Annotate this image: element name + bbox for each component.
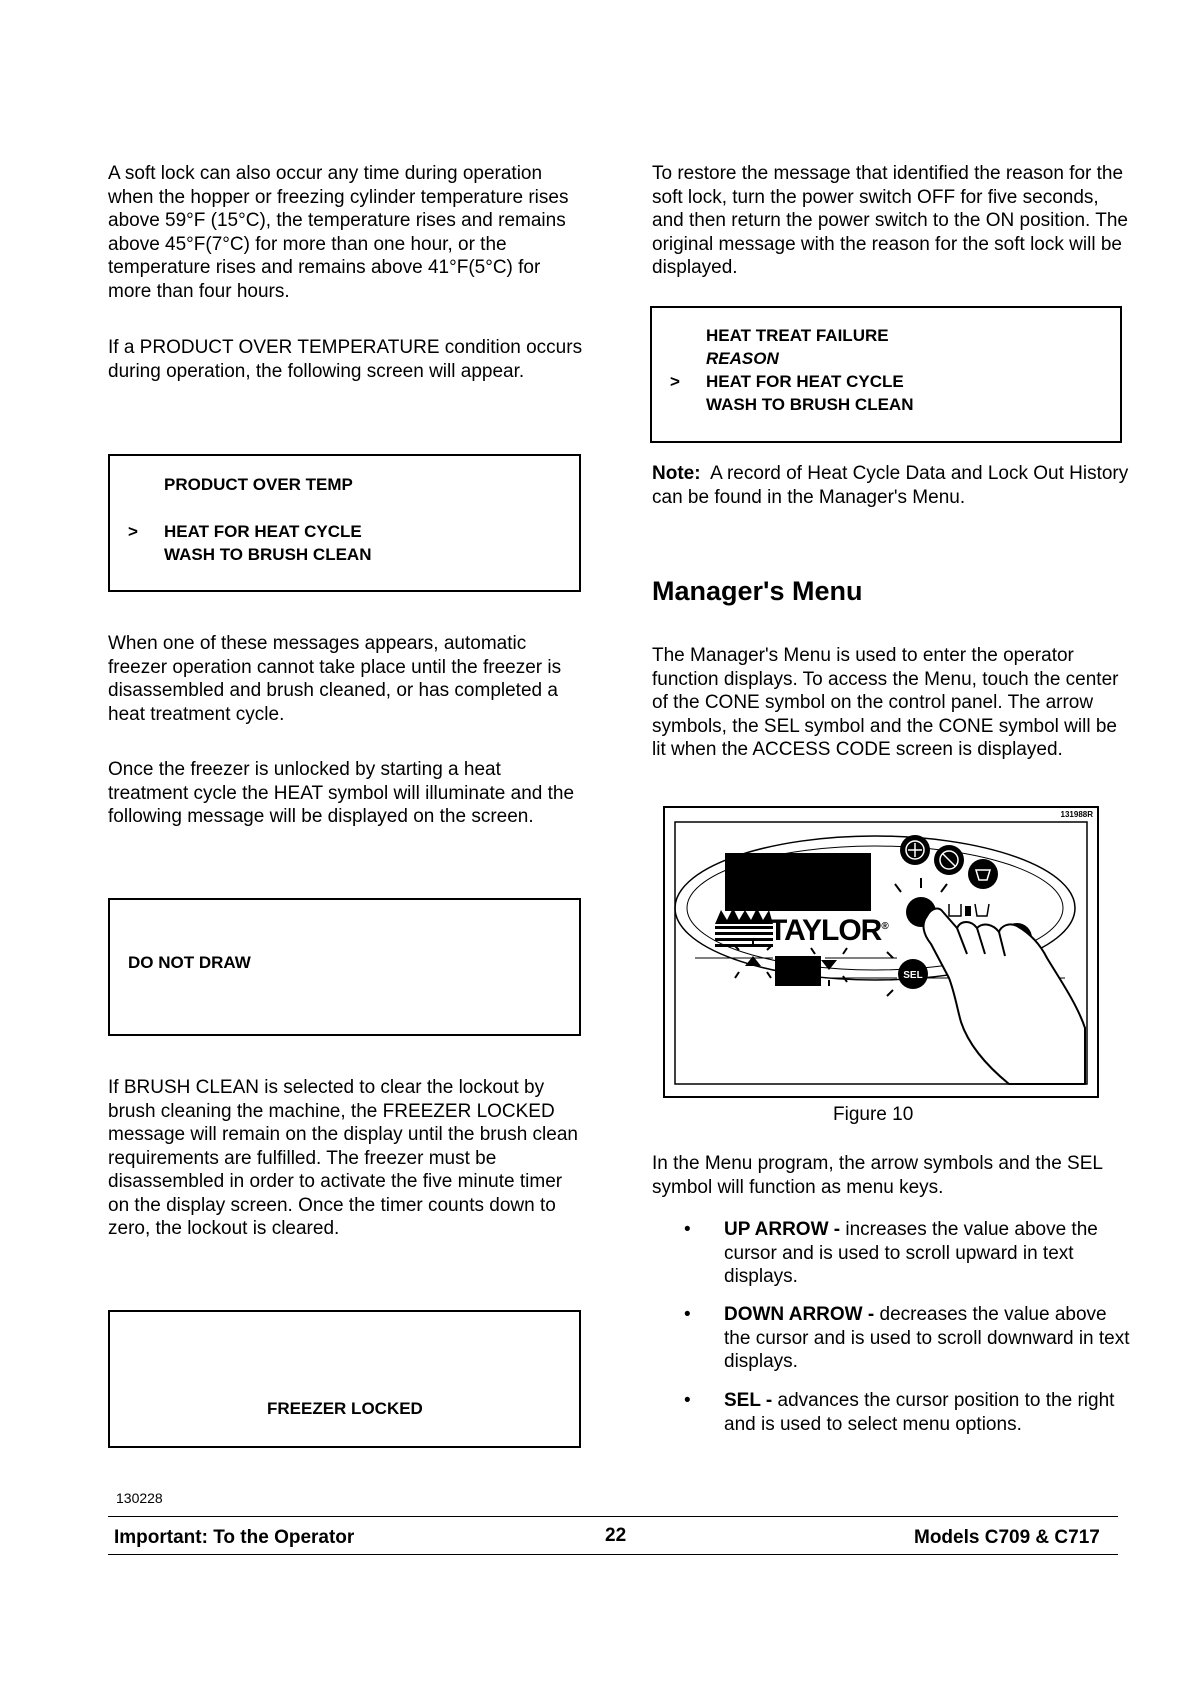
bullet-text: advances the cursor position to the right and is used to select menu options.: [724, 1390, 1115, 1435]
cursor-arrow: >: [670, 372, 680, 391]
wash-button-icon: [934, 845, 964, 875]
bullet-term: SEL -: [724, 1390, 773, 1411]
screen-box-freezer-locked: [108, 1310, 581, 1448]
display-screen: [725, 853, 871, 911]
section-heading: Manager's Menu: [652, 576, 863, 606]
cursor-arrow: >: [128, 522, 138, 541]
bullet-dot: •: [684, 1390, 691, 1411]
screen-line: PRODUCT OVER TEMP: [164, 475, 353, 494]
paragraph-brush-clean: If BRUSH CLEAN is selected to clear the lockout by brush cleaning the machine, the FREEZER LOCKED message will remain on the display until the brush clean requirements are fulfilled. The freezer must be disassembled in order to activate the five minute timer on the display screen. Once the timer counts down to zero, the lockout is cleared.: [108, 1077, 578, 1239]
taylor-brand-logo: TAYLOR®: [769, 914, 888, 947]
screen-line: HEAT FOR HEAT CYCLE: [164, 522, 362, 541]
paragraph-soft-lock: A soft lock can also occur any time during operation when the hopper or freezing cylinder temperature rises above 59°F (15°C), the temperature rises and remains above 45°F(7°C) for more than one hour, or the temperature rises and remains above 41°F(5°C) for more than four hours.: [108, 163, 569, 302]
paragraph-menu-keys: In the Menu program, the arrow symbols and the SEL symbol will function as menu keys.: [652, 1153, 1103, 1198]
footer-top-rule: [108, 1516, 1118, 1517]
screen-line: HEAT FOR HEAT CYCLE: [706, 372, 904, 391]
sel-button-icon: [887, 952, 928, 996]
note-paragraph: [652, 462, 1130, 509]
small-display: [775, 956, 821, 986]
bullet-dot: •: [684, 1304, 691, 1325]
screen-box-product-over-temp: [108, 454, 581, 592]
paragraph-managers-menu: The Manager's Menu is used to enter the operator function displays. To access the Menu, touch the center of the CONE symbol on the control panel. The arrow symbols, the SEL symbol and the CONE symbol will be lit when the ACCESS CODE screen is displayed.: [652, 645, 1119, 760]
bullet-dot: •: [684, 1219, 691, 1240]
bullet-text: decreases the value above the cursor and is used to scroll downward in text displays.: [724, 1304, 1130, 1372]
paragraph-unlocked: Once the freezer is unlocked by starting a heat treatment cycle the HEAT symbol will illuminate and the following message will be displayed on the screen.: [108, 759, 575, 827]
control-panel-illustration: [665, 808, 1097, 1096]
bullet-term: DOWN ARROW -: [724, 1304, 875, 1325]
footer-bottom-rule: [108, 1554, 1118, 1555]
screen-line: REASON: [706, 349, 779, 368]
paragraph-restore-message: To restore the message that identified the reason for the soft lock, turn the power switch OFF for five seconds, and then return the power switch to the ON position. The original message with the reason for the soft lock will be displayed.: [652, 163, 1128, 278]
bullet-term: UP ARROW -: [724, 1219, 841, 1240]
screen-box-heat-treat-failure: [650, 306, 1122, 443]
crown-logo-icon: [715, 908, 773, 947]
snowflake-button-icon: [900, 835, 930, 865]
footer-models: Models C709 & C717: [914, 1527, 1100, 1548]
svg-text:SEL: SEL: [903, 970, 923, 981]
note-text: A record of Heat Cycle Data and Lock Out History can be found in the Manager's Menu.: [652, 463, 1129, 508]
standby-button-icon: [968, 859, 998, 889]
screen-line: WASH TO BRUSH CLEAN: [706, 395, 914, 414]
screen-line: HEAT TREAT FAILURE: [706, 326, 889, 345]
footer-section-title: Important: To the Operator: [114, 1527, 355, 1548]
screen-box-do-not-draw: [108, 898, 581, 1036]
figure-control-panel: [663, 806, 1099, 1098]
document-code: 130228: [116, 1490, 163, 1506]
cup-icon: [949, 904, 989, 916]
screen-line: FREEZER LOCKED: [267, 1399, 423, 1418]
paragraph-messages: When one of these messages appears, automatic freezer operation cannot take place until the freezer is disassembled and brush cleaned, or has completed a heat treatment cycle.: [108, 633, 562, 725]
screen-line: DO NOT DRAW: [128, 953, 251, 972]
page-number: 22: [605, 1525, 627, 1546]
bullet-text: increases the value above the cursor and is used to scroll upward in text displays.: [724, 1219, 1098, 1287]
figure-caption: Figure 10: [833, 1104, 914, 1125]
screen-line: WASH TO BRUSH CLEAN: [164, 545, 372, 564]
figure-code: 131988R: [1060, 810, 1093, 819]
paragraph-product-over-temp: If a PRODUCT OVER TEMPERATURE condition occurs during operation, the following screen will appear.: [108, 337, 583, 382]
note-label: Note:: [652, 463, 701, 484]
